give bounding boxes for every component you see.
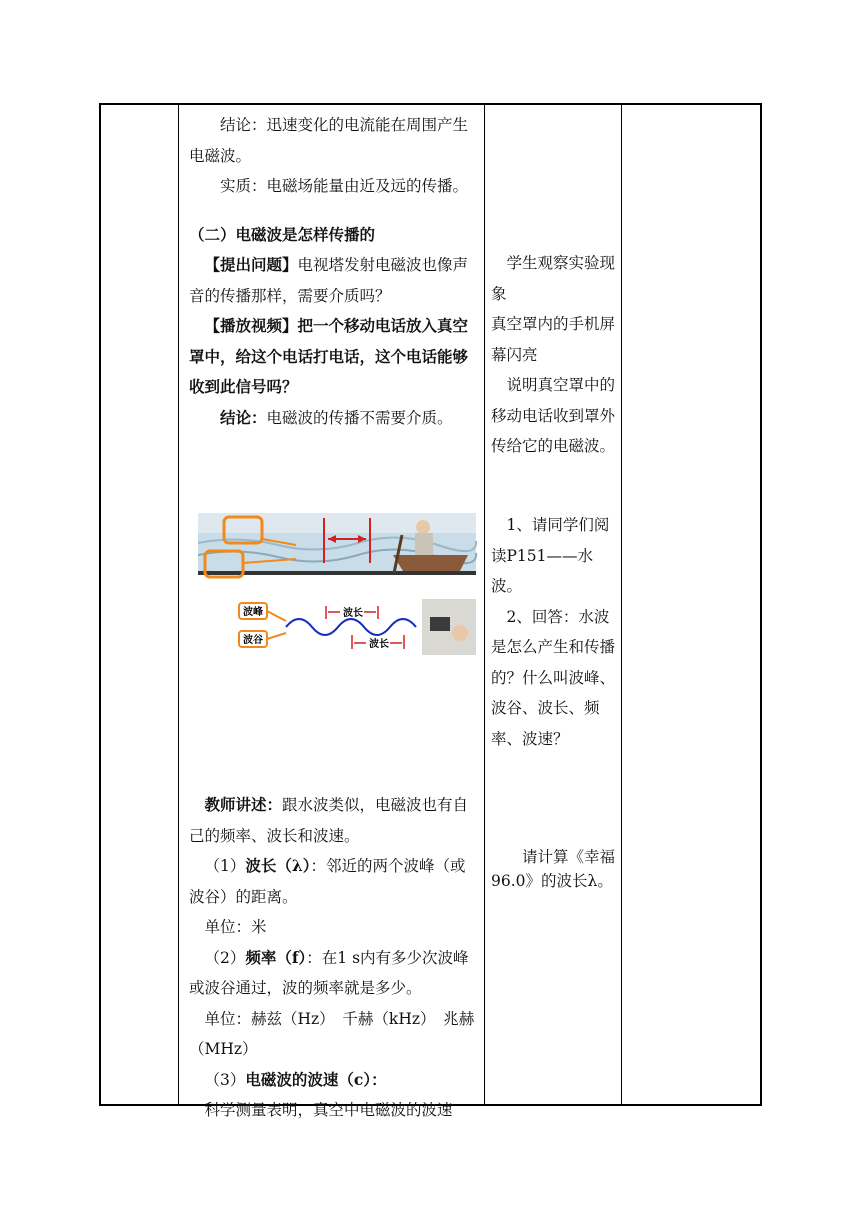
wavelength-unit: 单位：米 <box>204 918 267 936</box>
frequency-definition: （2）频率（f）：在1 s内有多少次波峰或波谷通过，波的频率就是多少。 <box>189 947 469 997</box>
phone-screen-flash: 真空罩内的手机屏幕闪亮 <box>491 315 616 364</box>
video-paragraph: 【播放视频】把一个移动电话放入真空罩中，给这个电话打电话，这个电话能够收到此信号吗？ <box>189 316 469 396</box>
conclusion-2: 结论：电磁波的传播不需要介质。 <box>220 407 453 427</box>
reading-task-2: 2、回答：水波是怎么产生和传播的？什么叫波峰、波谷、波长、频率、波速？ <box>491 607 616 748</box>
question-paragraph: 【提出问题】电视塔发射电磁波也像声音的传播那样，需要介质吗？ <box>189 255 469 305</box>
conclusion-1: 结论：迅速变化的电流能在周围产生电磁波。 <box>189 116 469 165</box>
water-wave-figure <box>198 513 480 663</box>
section-2-title: （二）电磁波是怎样传播的 <box>189 224 376 244</box>
frequency-unit: 单位：赫兹（Hz） 千赫（kHz） 兆赫（MHz） <box>189 1009 475 1058</box>
lesson-table <box>99 103 762 1119</box>
radio-icon <box>430 617 450 631</box>
wavelength-definition: （1）波长（λ）：邻近的两个波峰（或波谷）的距离。 <box>189 856 466 906</box>
calculation-task: 请计算《幸福96.0》的波长λ。 <box>491 848 616 890</box>
phone-explanation: 说明真空罩中的移动电话收到罩外传给它的电磁波。 <box>491 376 616 455</box>
student-activity-cell <box>491 248 617 462</box>
wave-speed-heading: （3）电磁波的波速（c）： <box>204 1069 387 1089</box>
teaching-content-cell <box>189 110 477 433</box>
boat-icon <box>393 555 468 571</box>
column-divider-2 <box>484 105 485 1104</box>
crest-label: 波峰 <box>243 607 263 618</box>
essence-paragraph: 实质：电磁场能量由近及远的传播。 <box>220 177 469 195</box>
wave-speed-text: 科学测量表明，真空中电磁波的波速 <box>204 1101 453 1119</box>
wavelength-label-lower: 波长 <box>369 639 389 650</box>
calculation-task-cell <box>491 845 617 893</box>
observe-phenomenon: 学生观察实验现象 <box>491 254 616 303</box>
trough-label: 波谷 <box>243 635 263 646</box>
column-divider-1 <box>178 105 179 1104</box>
teaching-content-cell-lower <box>189 790 477 1126</box>
wavelength-label-upper: 波长 <box>343 608 363 619</box>
teacher-explanation: 教师讲述：跟水波类似，电磁波也有自己的频率、波长和波速。 <box>189 795 469 845</box>
reading-task-cell <box>491 510 617 754</box>
hand-icon <box>452 625 468 641</box>
person-icon <box>416 520 430 534</box>
water-wave-illustration <box>198 513 480 663</box>
wave-line <box>286 619 416 635</box>
reading-task-1: 1、请同学们阅读P151——水波。 <box>491 516 610 595</box>
column-divider-3 <box>621 105 622 1104</box>
